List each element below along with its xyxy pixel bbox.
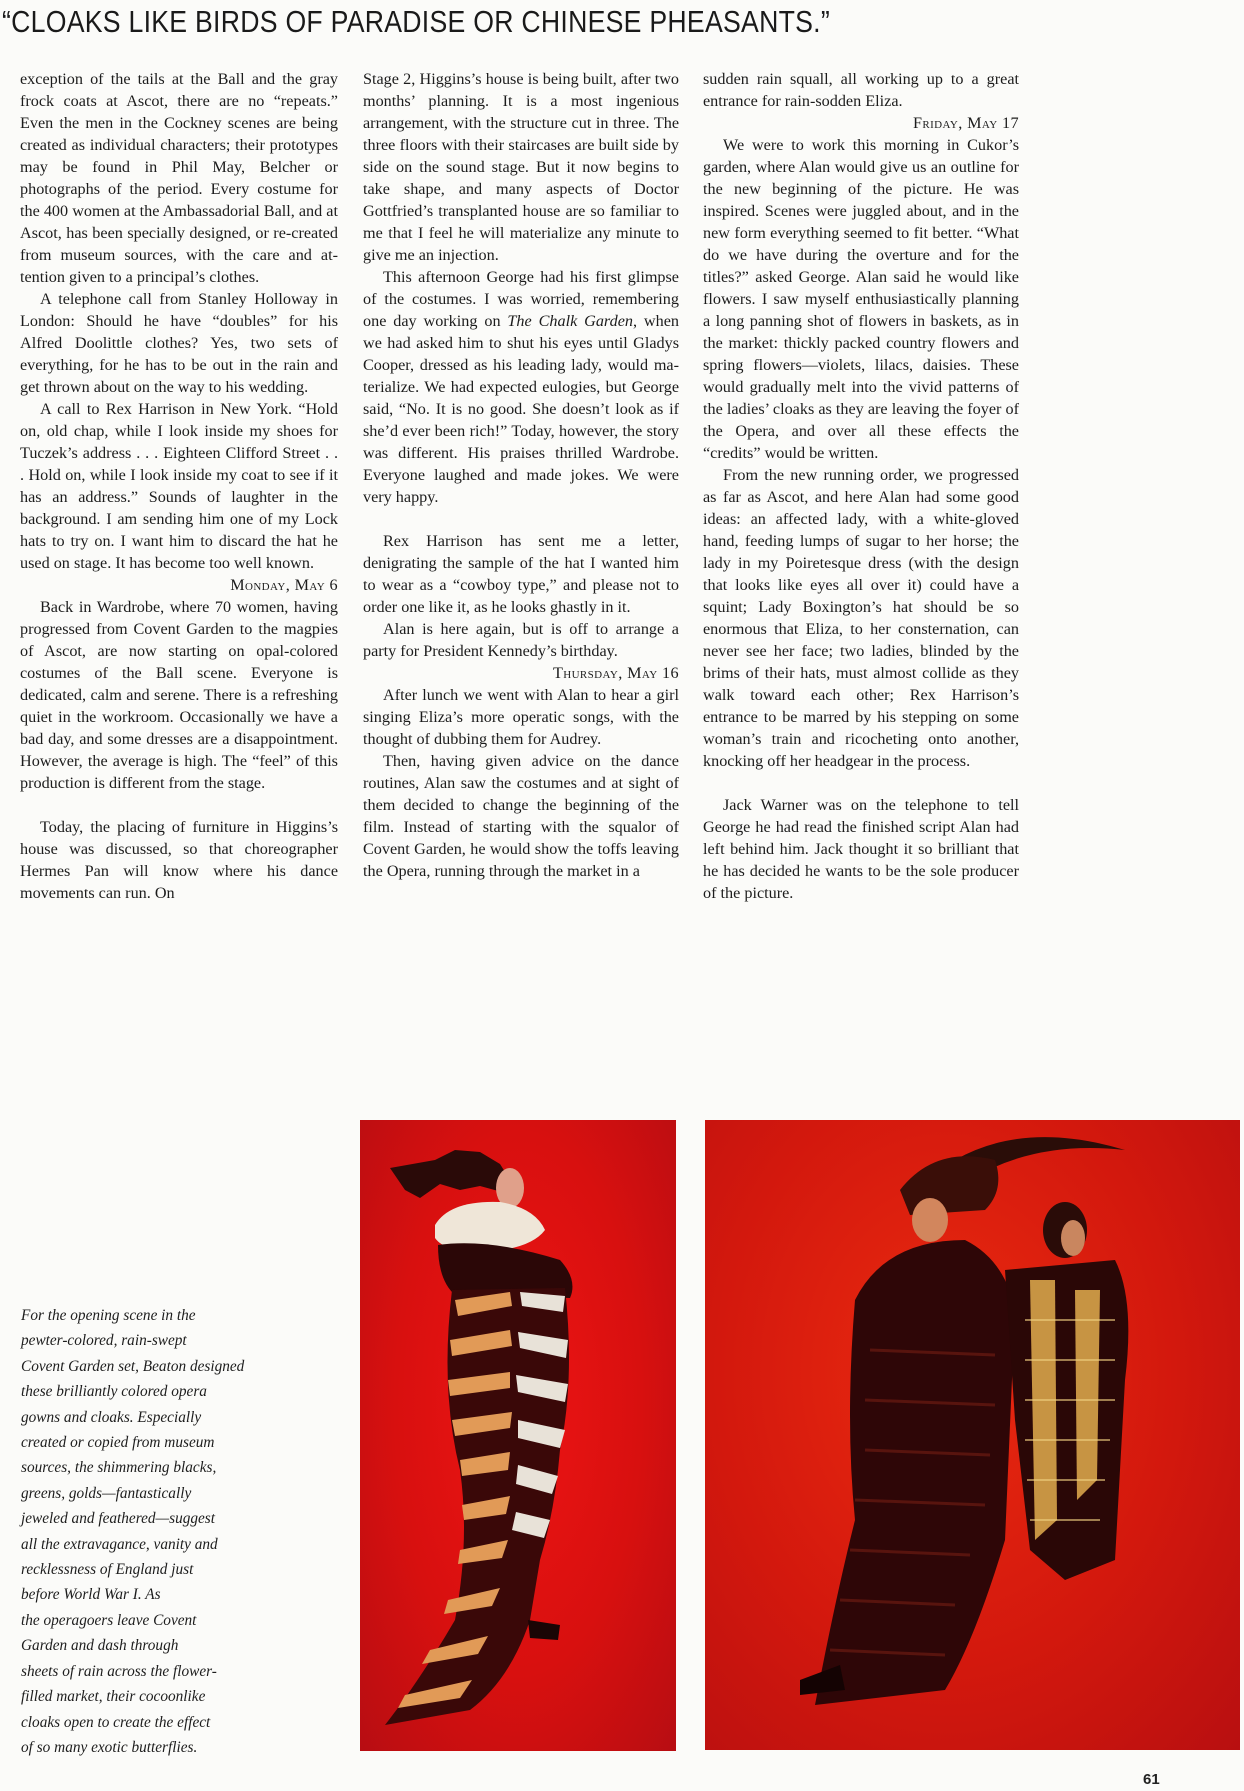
article-paragraph: Jack Warner was on the telephone to tell George he had read the finished script Alan had left behind him. Jack thought it so brilliant that he has decided he wants to be the sole producer of the picture.	[703, 796, 1019, 902]
photo-caption	[21, 1303, 311, 1760]
caption-line: all the extravagance, vanity and	[21, 1535, 218, 1553]
article-paragraph: exception of the tails at the Ball and the gray frock coats at Ascot, there are no “repeats.” Even the men in the Cockney scenes are being created as individual characters; their prototypes may be found in Phil May, Belcher or photographs of the period. Every costume for the 400 women at the Ambassadorial Ball, and at Ascot, has been specially designed, or re-created from museum sources, with the care and attention given to a principal’s clothes.	[20, 70, 338, 286]
page-number: 61	[1143, 1771, 1160, 1788]
article-paragraph: From the new running order, we progressed as far as Ascot, and here Alan had some good ideas: an affected lady, with a white-gloved hand, feeding lumps of sugar to her horse; the lady in my Poiretesque dress (with the design that looks like eyes all over it) could have a squint; Lady Boxington’s hat should be so enormous that Eliza, to her consternation, can never see her face; two ladies, blinded by the brims of their hats, must almost collide as they walk toward each other; Rex Harrison’s entrance to be marred by his stepping on some woman’s train and ricocheting onto another, knocking off her headgear in the process.	[703, 466, 1019, 770]
caption-line: sources, the shimmering blacks,	[21, 1459, 217, 1477]
caption-line: jeweled and feathered—suggest	[21, 1510, 216, 1528]
article-paragraph: Today, the placing of furniture in Higgins’s house was discussed, so that choreographer Hermes Pan will know where his dance movements can run. On	[20, 818, 338, 902]
caption-line: greens, golds—fantastically	[21, 1484, 192, 1502]
caption-line: Garden and dash through	[21, 1637, 179, 1655]
caption-line: For the opening scene in the	[21, 1307, 196, 1324]
caption-line: sheets of rain across the flower-	[21, 1662, 217, 1680]
diary-dateline: Thursday, May 16	[552, 664, 679, 682]
caption-line: these brilliantly colored opera	[21, 1383, 207, 1401]
caption-line: gowns and cloaks. Especially	[21, 1408, 202, 1426]
article-paragraph: Stage 2, Higgins’s house is being built, after two months’ planning. It is a most ingenious arrangement, with the structure cut in three. The three floors with their staircases are built side by side on the sound stage. But it now begins to take shape, and many aspects of Doctor Gottfried’s transplanted house are so familiar to me that I feel he will materialize any minute to give me an injection.	[363, 70, 679, 264]
article-paragraph: A call to Rex Harrison in New York. “Hold on, old chap, while I look inside my shoes for Tuczek’s address . . . Eighteen Clifford Street . . . Hold on, while I look inside my coat to see if it has an address.” Sounds of laughter in the background. I am sending him one of my Lock hats to try on. I want him to discard the hat he used on stage. It has become too well known.	[20, 400, 338, 572]
article-column-1	[20, 68, 338, 904]
article-paragraph: We were to work this morning in Cukor’s garden, where Alan would give us an outline for the new beginning of the picture. He was inspired. Scenes were juggled about, and in the new form everything seemed to fit better. “What do we have during the overture and for the titles?” asked George. Alan said he would like flowers. I saw myself enthusiastically planning a long panning shot of flowers in baskets, as in the market: thickly packed country flowers and spring flowers—violets, lilacs, daisies. These would gradually melt into the vivid patterns of the ladies’ cloaks as they are leaving the foyer of the Opera, and over all these effects the “credits” would be written.	[703, 136, 1019, 462]
caption-line: before World War I. As	[21, 1586, 161, 1604]
caption-line: the operagoers leave Covent	[21, 1611, 197, 1629]
caption-line: cloaks open to create the effect	[21, 1713, 211, 1731]
article-paragraph: After lunch we went with Alan to hear a girl singing Eliza’s more operatic songs, with the thought of dubbing them for Audrey.	[363, 686, 679, 748]
page-headline: “CLOAKS LIKE BIRDS OF PARADISE OR CHINESE PHEASANTS.”	[2, 4, 830, 39]
caption-line: created or copied from museum	[21, 1434, 215, 1452]
two-cloaked-figures-icon	[705, 1120, 1240, 1750]
photo-two-cloaked-women	[705, 1120, 1240, 1750]
article-paragraph: Then, having given advice on the dance routines, Alan saw the costumes and at sight of them decided to change the beginning of the film. Instead of starting with the squalor of Covent Garden, he would show the toffs leaving the Opera, running through the market in a	[363, 752, 679, 880]
caption-line: Covent Garden set, Beaton designed	[21, 1357, 245, 1375]
caption-line: pewter-colored, rain-swept	[21, 1332, 187, 1350]
article-paragraph: This afternoon George had his first glimpse of the costumes. I was worried, remembering one day working on The Chalk Garden, when we had asked him to shut his eyes until Gladys Cooper, dressed as his leading lady, would materialize. We had expected eulogies, but George said, “No. It is no good. She doesn’t look as if she’d ever been rich!” Today, however, the story was different. His praises thrilled Wardrobe. Everyone laughed and made jokes. We were very happy.	[363, 268, 679, 506]
article-column-2	[363, 68, 679, 882]
zebra-cloak-figure-icon	[360, 1120, 676, 1751]
article-paragraph: Alan is here again, but is off to arrange a party for President Kennedy’s birthday.	[363, 620, 679, 660]
caption-line: recklessness of England just	[21, 1561, 194, 1579]
article-paragraph: Back in Wardrobe, where 70 women, having progressed from Covent Garden to the magpies of Ascot, are now starting on opal-colored costumes of the Ball scene. Everyone is dedicated, calm and serene. There is a refreshing quiet in the workroom. Occasionally we have a bad day, and some dresses are a disappointment. However, the average is high. The “feel” of this production is different from the stage.	[20, 598, 338, 792]
diary-dateline: Friday, May 17	[912, 114, 1019, 132]
article-column-3	[703, 68, 1019, 904]
diary-dateline: Monday, May 6	[230, 576, 338, 594]
caption-line: of so many exotic butterflies.	[21, 1738, 198, 1756]
article-paragraph: A telephone call from Stanley Holloway in London: Should he have “doubles” for his Alfred Doolittle clothes? Yes, two sets of everything, for he has to be out in the rain and get thrown about on the way to his wedding.	[20, 290, 338, 396]
article-paragraph: sudden rain squall, all working up to a great entrance for rain-sodden Eliza.	[703, 70, 1019, 110]
caption-line: filled market, their cocoonlike	[21, 1688, 206, 1706]
photo-zebra-cloak	[360, 1120, 676, 1751]
article-paragraph: Rex Harrison has sent me a letter, denigrating the sample of the hat I wanted him to wear as a “cowboy type,” and please not to order one like it, as he looks ghastly in it.	[363, 532, 679, 616]
